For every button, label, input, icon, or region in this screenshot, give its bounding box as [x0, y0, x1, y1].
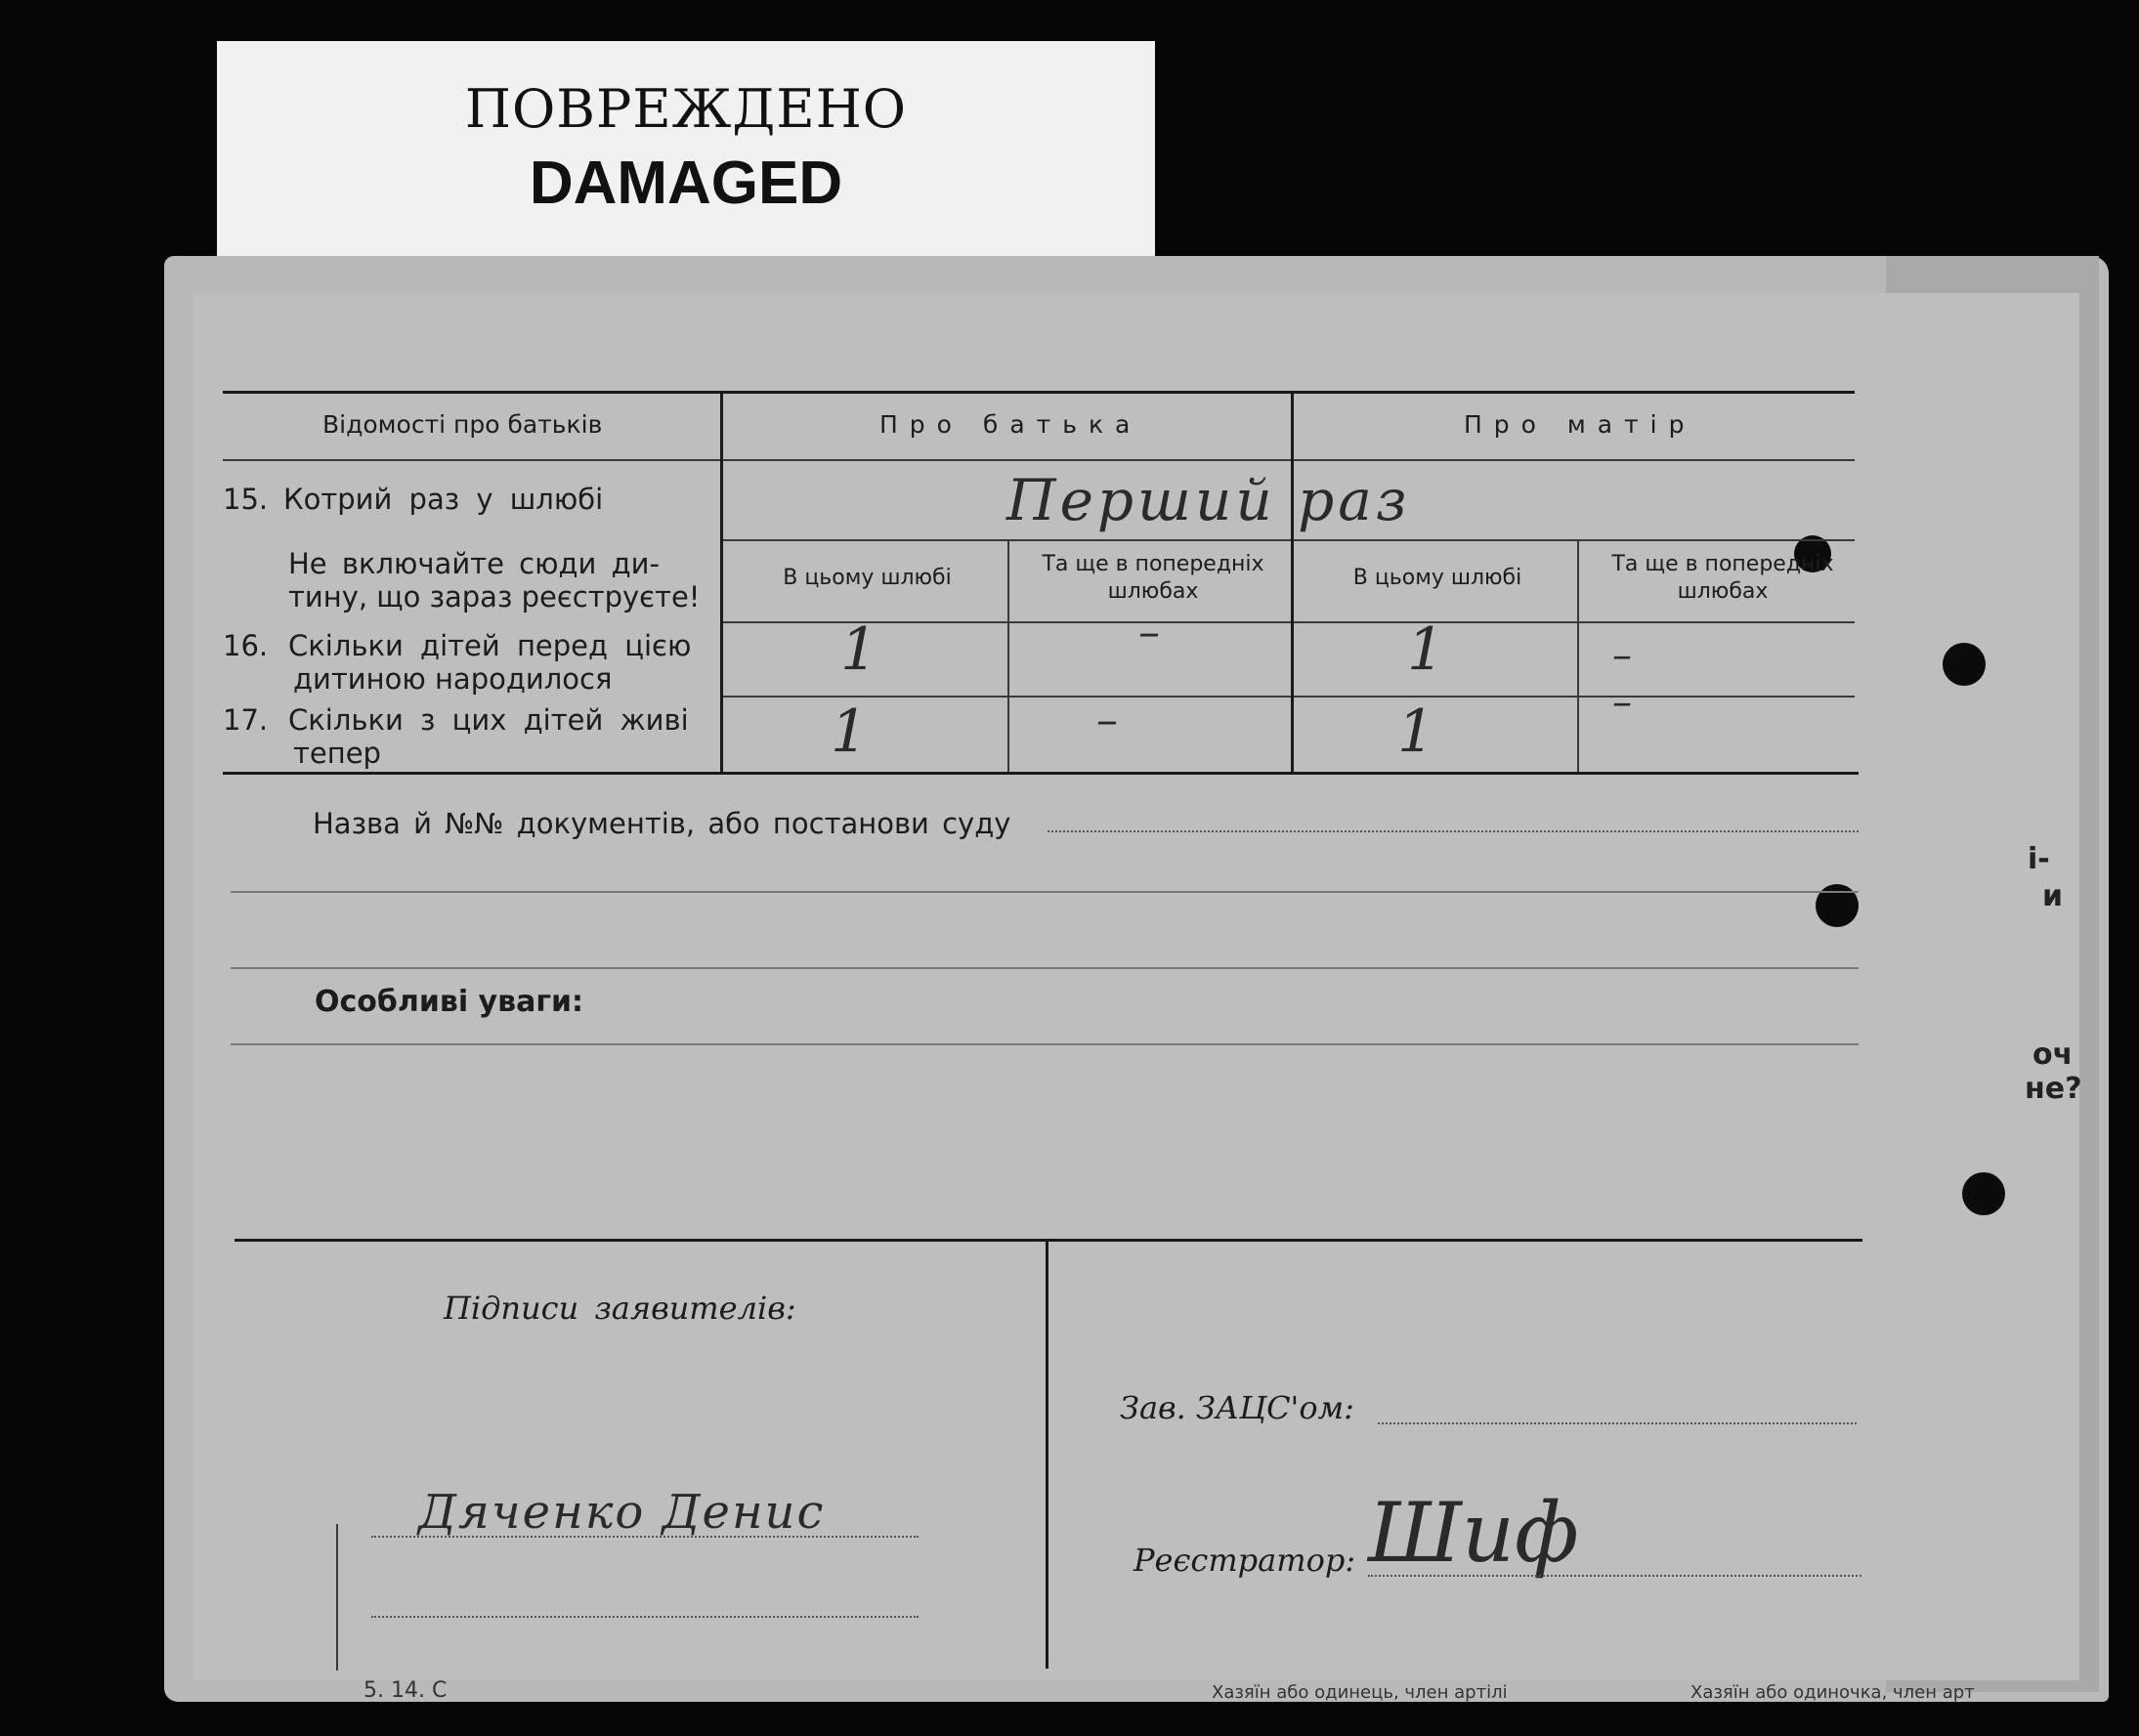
damaged-stamp-russian: ПОВРЕЖДЕНО	[464, 78, 908, 140]
registry-head-label: Зав. ЗАЦС'ом:	[1120, 1389, 1354, 1426]
edge-fragment: оч	[2032, 1037, 2074, 1072]
subheader-mother-previous: Та ще в попередніх шлюбах	[1611, 552, 1834, 604]
row-16-father-current: 1	[840, 615, 878, 684]
registrar-signature: Шиф	[1368, 1485, 1579, 1581]
bottom-fragment-right-2: Хазяїн або одиночка, член арт	[1690, 1682, 1975, 1703]
row-16-label-line-1: Скільки дітей перед цією	[288, 629, 692, 662]
row-16-number: 16.	[223, 629, 269, 662]
row-17-father-previous: –	[1096, 696, 1118, 745]
row-15-label: Котрий раз у шлюбі	[283, 483, 604, 516]
row-17-mother-current: 1	[1397, 698, 1435, 766]
row-17-mother-previous: –	[1612, 680, 1632, 725]
edge-fragment: і-	[2028, 842, 2050, 876]
note-line-1: Не включайте сюди ди-	[288, 547, 660, 580]
header-about-mother: Про матір	[1464, 410, 1696, 439]
punch-hole	[1943, 643, 1986, 686]
punch-hole	[1962, 1172, 2005, 1215]
row-16-father-previous: –	[1138, 608, 1160, 657]
subheader-mother-current: В цьому шлюбі	[1352, 566, 1522, 590]
note-line-2: тину, що зараз реєструєте!	[288, 580, 701, 614]
documents-label: Назва й №№ документів, або постанови суду	[313, 807, 1011, 840]
row-17-number: 17.	[223, 703, 269, 737]
row-17-label-line-1: Скільки з цих дітей живі	[288, 703, 689, 737]
row-17-label-line-2: тепер	[293, 737, 381, 770]
edge-fragment: и	[2042, 879, 2064, 913]
header-about-father: Про батька	[879, 410, 1142, 439]
applicants-signatures-label: Підписи заявителів:	[444, 1290, 796, 1327]
row-16-label-line-2: дитиною народилося	[293, 662, 613, 696]
bottom-fragment-left: 5. 14. С	[364, 1678, 448, 1703]
subheader-father-current: В цьому шлюбі	[783, 566, 952, 590]
edge-fragment: не?	[2025, 1072, 2082, 1106]
subheader-father-previous: Та ще в попередніх шлюбах	[1042, 552, 1264, 604]
bottom-fragment-right-1: Хазяїн або одинець, член артілі	[1212, 1682, 1508, 1703]
applicant-signature: Дяченко Денис	[418, 1485, 826, 1540]
row-16-mother-current: 1	[1407, 615, 1445, 684]
damaged-stamp-card	[217, 41, 1155, 275]
header-parents-info: Відомості про батьків	[322, 410, 603, 439]
row-15-number: 15.	[223, 483, 269, 516]
row-16-mother-previous: –	[1612, 633, 1632, 678]
row-17-father-current: 1	[831, 698, 869, 766]
remarks-label: Особливі уваги:	[315, 985, 584, 1019]
damaged-stamp-english: DAMAGED	[529, 149, 843, 217]
row-15-handwritten-answer: Перший раз	[1006, 467, 1411, 533]
registrar-label: Реєстратор:	[1134, 1542, 1356, 1579]
